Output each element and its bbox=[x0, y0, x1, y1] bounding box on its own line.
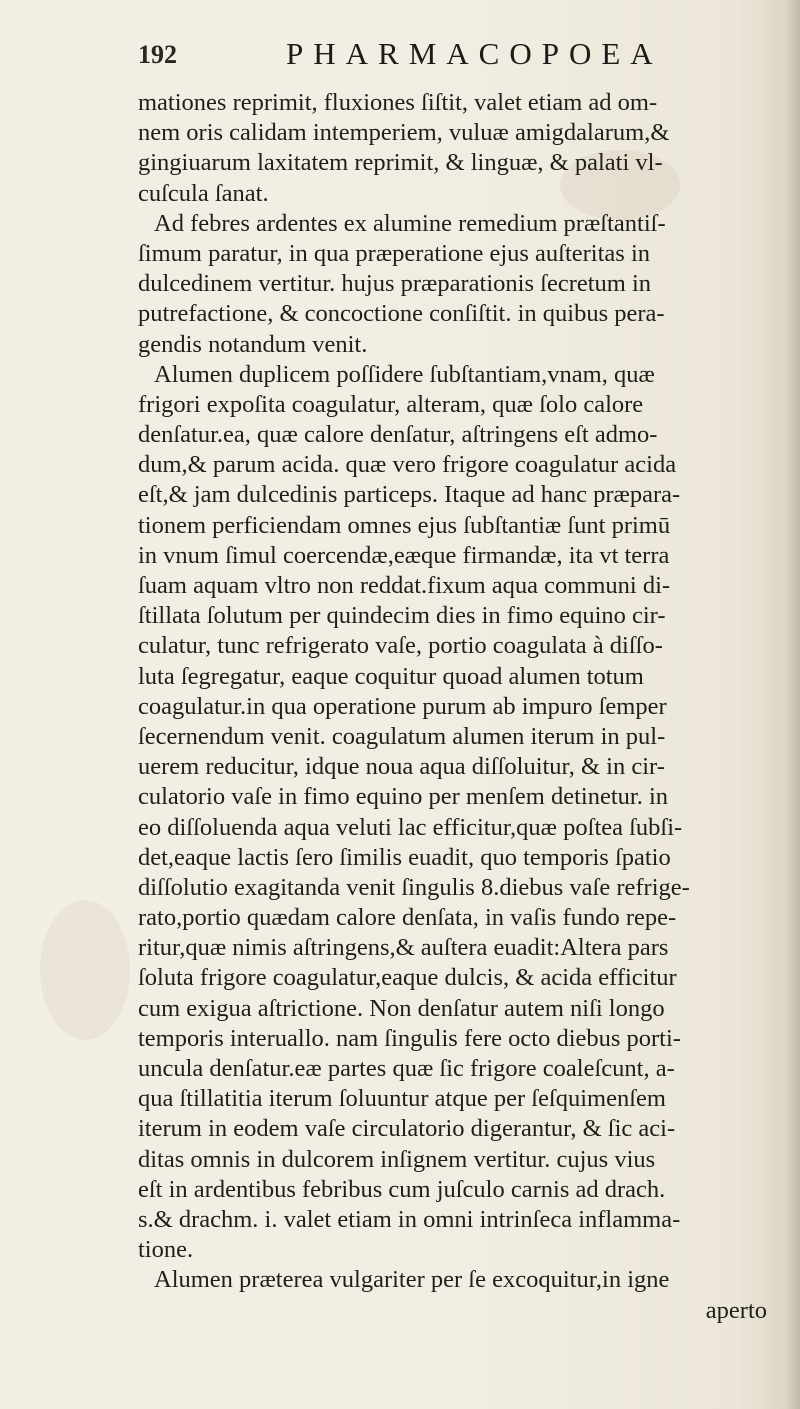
text-line: dulcedinem vertitur. hujus præparationis ſecretum in bbox=[138, 270, 652, 298]
text-line: cum exigua aſtrictione. Non denſatur autem niſi longo bbox=[138, 994, 665, 1022]
text-line: ſtillata ſolutum per quindecim dies in fimo equino cir- bbox=[138, 602, 666, 630]
text-line: ſuam aquam vltro non reddat.fixum aqua communi di- bbox=[138, 572, 671, 599]
text-line: eſt,& jam dulcedinis particeps. Itaque ad hanc præpara- bbox=[138, 481, 681, 509]
text-line: gendis notandum venit. bbox=[138, 330, 368, 358]
text-line: nem oris calidam intemperiem, vuluæ amigdalarum,& bbox=[138, 119, 670, 147]
text-line: tione. bbox=[138, 1236, 194, 1264]
text-line: putrefactione, & concoctione conſiſtit. in quibus pera- bbox=[138, 300, 665, 328]
text-line: ſecernendum venit. coagulatum alumen iterum in pul- bbox=[138, 722, 666, 750]
text-line: tionem perficiendam omnes ejus ſubſtantiæ ſunt primū bbox=[138, 511, 671, 539]
text-line: denſatur.ea, quæ calore denſatur, aſtringens eſt admo- bbox=[138, 421, 658, 449]
text-line: iterum in eodem vaſe circulatorio digerantur, & ſic aci- bbox=[138, 1115, 676, 1143]
text-line: rato,portio quædam calore denſata, in vaſis fundo repe- bbox=[138, 904, 677, 932]
text-line: Alumen præterea vulgariter per ſe excoquitur,in igne bbox=[154, 1266, 670, 1294]
text-line: ſoluta frigore coagulatur,eaque dulcis, & acida efficitur bbox=[138, 964, 677, 992]
text-line: dum,& parum acida. quæ vero frigore coagulatur acida bbox=[138, 451, 677, 479]
text-line: eſt in ardentibus febribus cum juſculo carnis ad drach. bbox=[138, 1175, 666, 1203]
text-line: temporis interuallo. nam ſingulis fere octo diebus porti- bbox=[138, 1024, 681, 1052]
text-line: ditas omnis in dulcorem inſignem vertitur. cujus vius bbox=[138, 1145, 656, 1173]
text-line: uerem reducitur, idque noua aqua diſſoluitur, & in cir- bbox=[138, 753, 665, 781]
catchword: aperto bbox=[705, 1296, 767, 1324]
page-header bbox=[138, 36, 778, 80]
text-line: culatorio vaſe in fimo equino per menſem detinetur. in bbox=[138, 783, 669, 811]
text-line: luta ſegregatur, eaque coquitur quoad alumen totum bbox=[138, 662, 644, 690]
text-line: uncula denſatur.eæ partes quæ ſic frigore coaleſcunt, a- bbox=[138, 1055, 675, 1082]
text-line: s.& drachm. i. valet etiam in omni intrinſeca inflamma- bbox=[138, 1205, 681, 1233]
page-number: 192 bbox=[138, 40, 177, 69]
body-text bbox=[138, 88, 773, 1326]
text-line: culatur, tunc refrigerato vaſe, portio coagulata à diſſo- bbox=[138, 632, 663, 660]
text-line: Ad febres ardentes ex alumine remedium præſtantiſ- bbox=[154, 209, 666, 237]
text-line: cuſcula ſanat. bbox=[138, 179, 269, 207]
page-edge-shadow bbox=[786, 0, 800, 1409]
text-line: qua ſtillatitia iterum ſoluuntur atque per ſeſquimenſem bbox=[138, 1085, 666, 1113]
text-line: eo diſſoluenda aqua veluti lac efficitur,quæ poſtea ſubſi- bbox=[138, 813, 683, 841]
text-line: ſimum paratur, in qua præperatione ejus auſteritas in bbox=[138, 239, 651, 267]
text-line: mationes reprimit, fluxiones ſiſtit, valet etiam ad om- bbox=[138, 89, 658, 116]
text-line: coagulatur.in qua operatione purum ab impuro ſemper bbox=[138, 692, 667, 720]
text-line: Alumen duplicem poſſidere ſubſtantiam,vnam, quæ bbox=[154, 360, 655, 388]
text-line: ritur,quæ nimis aſtringens,& auſtera euadit:Altera pars bbox=[138, 934, 669, 962]
running-head: PHARMACOPOEA bbox=[286, 36, 663, 71]
text-line: diſſolutio exagitanda venit ſingulis 8.diebus vaſe refrige- bbox=[138, 873, 690, 901]
paper-stain bbox=[40, 900, 130, 1040]
text-line: det,eaque lactis ſero ſimilis euadit, quo temporis ſpatio bbox=[138, 843, 671, 871]
text-line: gingiuarum laxitatem reprimit, & linguæ, & palati vl- bbox=[138, 149, 663, 177]
text-line: in vnum ſimul coercendæ,eæque firmandæ, ita vt terra bbox=[138, 541, 670, 569]
text-line: frigori expoſita coagulatur, alteram, quæ ſolo calore bbox=[138, 390, 644, 418]
